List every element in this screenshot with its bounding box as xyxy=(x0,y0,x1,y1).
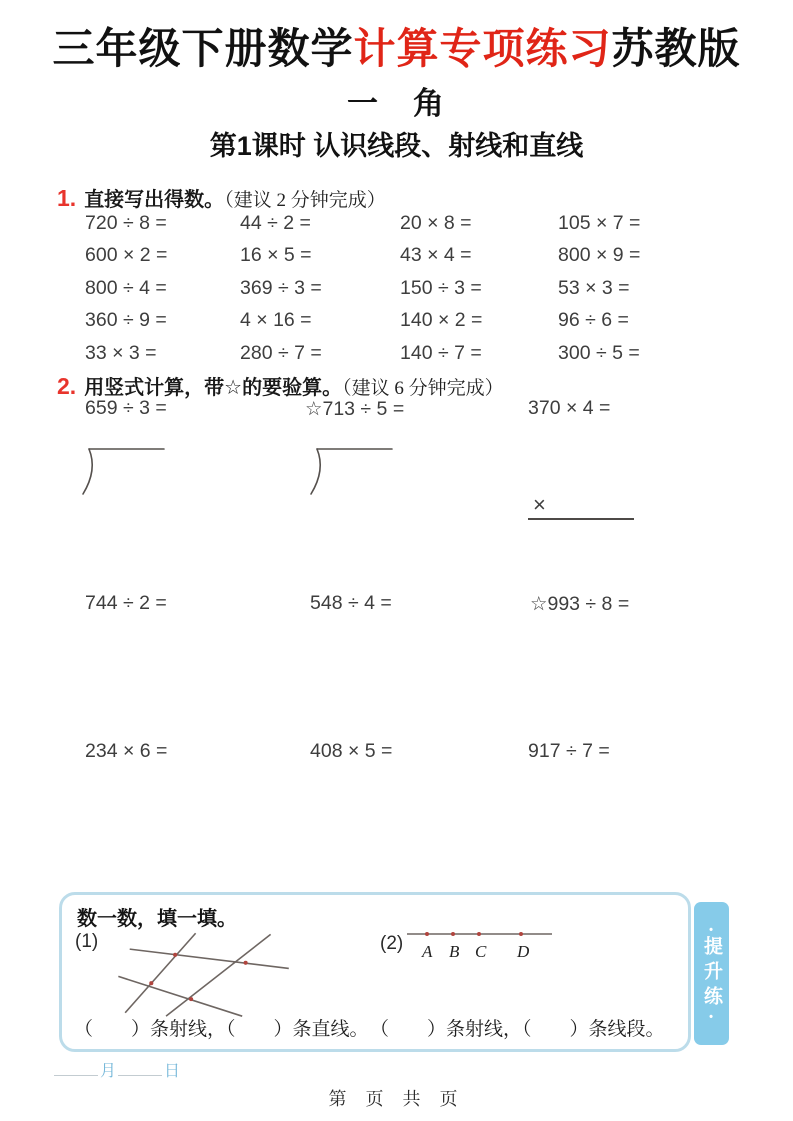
math-problem: 43 × 4 = xyxy=(400,244,472,267)
math-problem: 600 × 2 = xyxy=(85,244,168,267)
side-tab-label: • 提升练 • xyxy=(698,924,725,1023)
section1-number: 1. xyxy=(57,185,77,211)
point-label-a: A xyxy=(422,942,433,961)
math-problem: 548 ÷ 4 = xyxy=(310,592,392,614)
math-problem: 800 × 9 = xyxy=(558,244,641,267)
math-problem: 140 ÷ 7 = xyxy=(400,341,482,364)
math-problem: 150 ÷ 3 = xyxy=(400,276,482,299)
math-problem: 370 × 4 = xyxy=(528,397,611,419)
section2-heading xyxy=(57,371,504,400)
math-problem: 234 × 6 = xyxy=(85,740,168,762)
title-part-black2: 苏教版 xyxy=(611,25,741,72)
title-part-black1: 三年级下册数学 xyxy=(52,25,354,72)
math-problem: 44 ÷ 2 = xyxy=(240,212,311,234)
intersecting-lines-figure xyxy=(94,923,312,1023)
section2-number: 2. xyxy=(57,373,77,399)
section1-note: （建议 2 分钟完成） xyxy=(224,190,386,211)
long-division-bracket xyxy=(306,446,398,498)
math-problem: 33 × 3 = xyxy=(85,341,157,364)
page-title xyxy=(0,16,793,76)
math-problem: ☆713 ÷ 5 = xyxy=(305,398,405,420)
math-problem: 300 ÷ 5 = xyxy=(558,341,640,364)
practice-box-heading: 数一数，填一填。 xyxy=(77,908,237,930)
day-char: 日 xyxy=(164,1063,181,1080)
point-label-d: D xyxy=(517,942,530,961)
math-problem: 369 ÷ 3 = xyxy=(240,276,322,299)
math-problem: 720 ÷ 8 = xyxy=(85,212,167,234)
date-fill-line xyxy=(52,1058,180,1081)
math-problem: 360 ÷ 9 = xyxy=(85,309,167,332)
math-problem: 140 × 2 = xyxy=(400,309,483,332)
fill-in-blank-text: （ ）条射线，（ ）条直线。 xyxy=(74,1019,369,1040)
item2-label: (2) xyxy=(380,933,404,954)
multiplication-vertical-setup xyxy=(528,492,634,520)
oral-calculation-grid xyxy=(85,207,745,369)
fill-in-blank-text: （ ）条射线，（ ）条线段。 xyxy=(370,1019,665,1040)
math-problem: 408 × 5 = xyxy=(310,740,393,762)
math-problem: 53 × 3 = xyxy=(558,276,630,299)
point-label-c: C xyxy=(475,942,487,961)
math-problem: 105 × 7 = xyxy=(558,212,641,234)
section2-instruction: 用竖式计算，带☆的要验算。 xyxy=(84,377,343,399)
side-tab-improvement-practice xyxy=(694,902,729,1045)
math-problem: 96 ÷ 6 = xyxy=(558,309,629,332)
math-problem: 16 × 5 = xyxy=(240,244,312,267)
math-problem: 744 ÷ 2 = xyxy=(85,592,167,614)
section1-instruction: 直接写出得数。 xyxy=(84,189,225,211)
math-problem: 4 × 16 = xyxy=(240,309,312,332)
lesson-title: 第1课时 认识线段、射线和直线 xyxy=(209,131,584,161)
month-char: 月 xyxy=(100,1063,117,1080)
long-division-bracket xyxy=(78,446,170,498)
math-problem: 659 ÷ 3 = xyxy=(85,397,167,419)
math-problem: 800 ÷ 4 = xyxy=(85,276,167,299)
point-label-b: B xyxy=(449,942,460,961)
math-problem: ☆993 ÷ 8 = xyxy=(530,593,630,615)
day-blank xyxy=(118,1062,162,1076)
section2-note: （建议 6 分钟完成） xyxy=(342,378,504,399)
multiply-sign: × xyxy=(533,492,546,517)
page-number-info: 第 页 共 页 xyxy=(328,1089,465,1109)
math-problem: 917 ÷ 7 = xyxy=(528,740,610,762)
math-problem: 20 × 8 = xyxy=(400,212,472,234)
count-and-fill-box xyxy=(59,892,691,1052)
item1-label: (1) xyxy=(75,931,99,952)
unit-title: 一 角 xyxy=(347,86,446,121)
title-part-red: 计算专项练习 xyxy=(353,25,612,72)
month-blank xyxy=(54,1062,98,1076)
math-problem: 280 ÷ 7 = xyxy=(240,341,322,364)
line-with-points-figure xyxy=(407,927,552,941)
